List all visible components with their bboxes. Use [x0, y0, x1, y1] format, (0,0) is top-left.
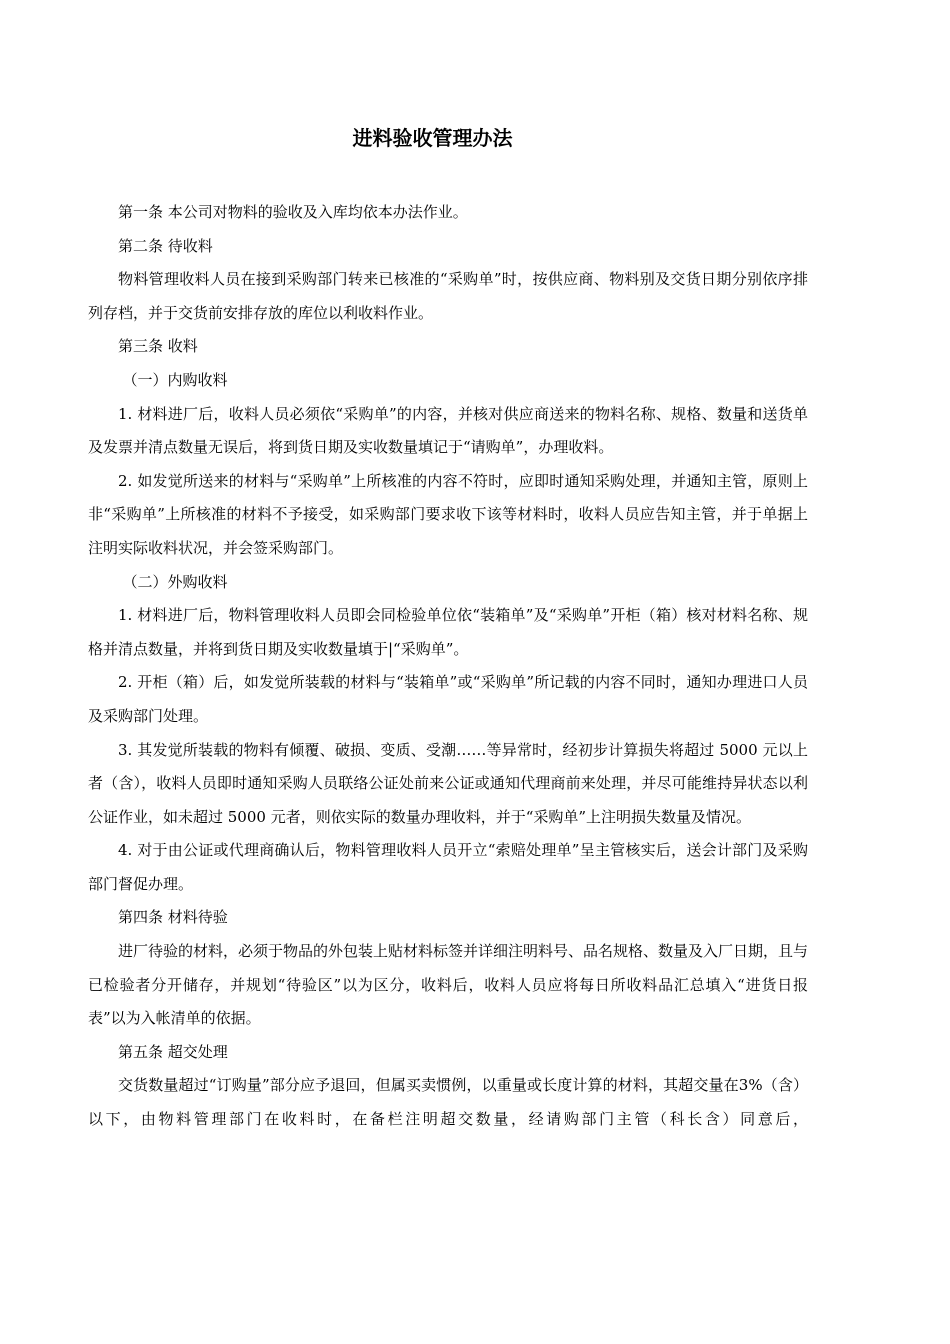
article-3-heading: 第三条 收料: [118, 337, 198, 356]
article-5-text: 交货数量超过“订购量”部分应予退回，但属买卖惯例，以重量或长度计算的材料，其超交量在3%（含）以下，由物料管理部门在收料时，在备栏注明超交数量，经请购部门主管（科长含）同意后，: [88, 1076, 808, 1129]
foreign-item-1: 1. 材料进厂后，物料管理收料人员即会同检验单位依“装箱单”及“采购单”开柜（箱）核对材料名称、规格并清点数量，并将到货日期及实收数量填于|“采购单”。: [88, 606, 808, 658]
article-4-text: 进厂待验的材料，必须于物品的外包装上贴材料标签并详细注明料号、品名规格、数量及入厂日期，且与已检验者分开储存，并规划“待验区”以为区分，收料后，收料人员应将每日所收料品汇总填入“进货日报表”以为入帐清单的依据。: [88, 942, 809, 1028]
document-title: 进料验收管理办法: [352, 126, 513, 150]
foreign-item-3: 3. 其发觉所装载的物料有倾覆、破损、变质、受潮……等异常时，经初步计算损失将超过 5000 元以上者（含），收料人员即时通知采购人员联络公证处前来公证或通知代理商前来处理，并尽可能维持异状态以利公证作业，如未超过 5000 元者，则依实际的数量办理收料，并于“采购单”上注明损失数量及情况。: [88, 740, 808, 826]
article-2-heading: 第二条 待收料: [118, 236, 213, 255]
document-body: [88, 196, 808, 1137]
article-4-heading: 第四条 材料待验: [118, 908, 228, 927]
foreign-item-2: 2. 开柜（箱）后，如发觉所装载的材料与“装箱单”或“采购单”所记载的内容不同时，通知办理进口人员及采购部门处理。: [88, 673, 808, 725]
article-2-text: 物料管理收料人员在接到采购部门转来已核准的“采购单”时，按供应商、物料别及交货日期分别依序排列存档，并于交货前安排存放的库位以利收料作业。: [88, 270, 808, 322]
article-1: 第一条 本公司对物料的验收及入库均依本办法作业。: [118, 203, 468, 221]
domestic-item-1: 1. 材料进厂后，收料人员必须依“采购单”的内容，并核对供应商送来的物料名称、规格、数量和送货单及发票并清点数量无误后，将到货日期及实收数量填记于“请购单”，办理收料。: [88, 404, 808, 457]
foreign-item-4: 4. 对于由公证或代理商确认后，物料管理收料人员开立“索赔处理单”呈主管核实后，送会计部门及采购部门督促办理。: [88, 841, 808, 893]
section-domestic-receiving: （一）内购收料: [122, 370, 228, 389]
article-5-heading: 第五条 超交处理: [118, 1042, 228, 1061]
section-foreign-receiving: （二）外购收料: [122, 572, 228, 591]
domestic-item-2: 2. 如发觉所送来的材料与“采购单”上所核准的内容不符时，应即时通知采购处理，并通知主管，原则上非“采购单”上所核准的材料不予接受，如采购部门要求收下该等材料时，收料人员应告知主管，并于单据上注明实际收料状况，并会签采购部门。: [88, 471, 808, 557]
